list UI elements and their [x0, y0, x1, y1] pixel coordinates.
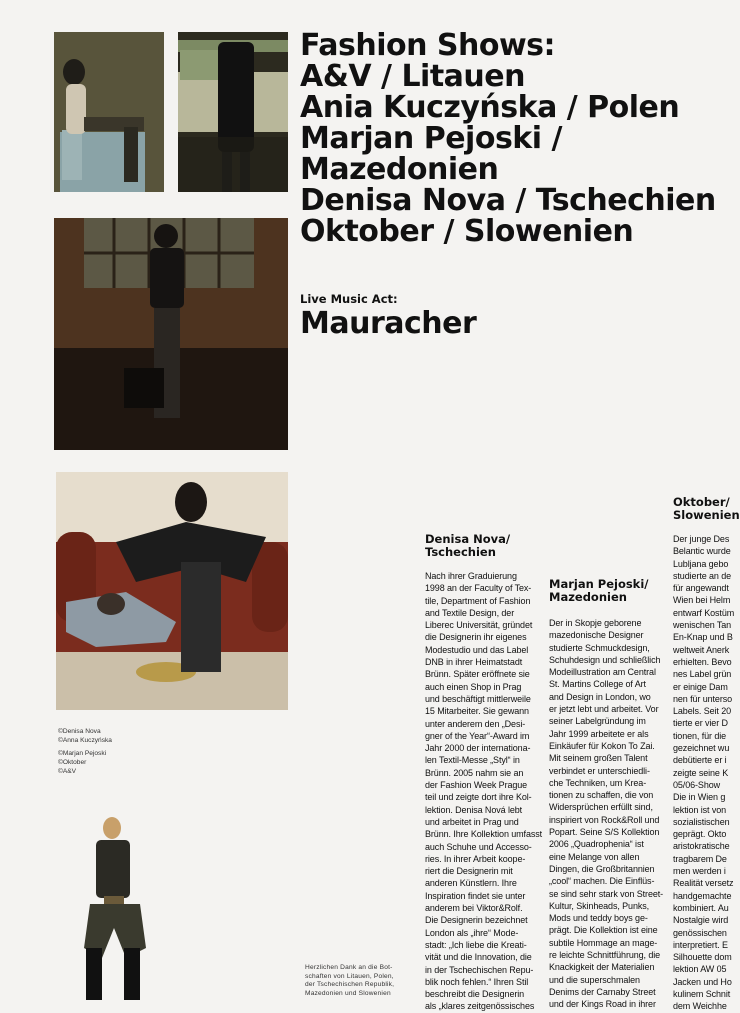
- oktober-heading: [673, 495, 740, 522]
- body-line: vität und die Innovation, die: [425, 952, 532, 963]
- body-line: Knackigkeit der Materialien: [549, 962, 655, 973]
- body-line: studierte an de: [673, 570, 732, 581]
- body-line: DNB in ihrer Heimatstadt: [425, 657, 523, 668]
- body-line: studierte Schmuckdesign,: [549, 642, 650, 653]
- body-line: weltweit Anerk: [673, 644, 730, 655]
- body-line: re leichte Schnittführung, die: [549, 950, 661, 961]
- thanks-line: der Tschechischen Republik,: [305, 981, 395, 988]
- body-line: lektion AW 05: [673, 964, 727, 975]
- thanks-line: Mazedonien und Slowenien: [305, 989, 391, 997]
- body-line: anderen Künstlern. Ihre: [425, 878, 517, 889]
- body-line: die Designerin ihr eigenes: [425, 632, 527, 643]
- headline-line: Denisa Nova / Tschechien: [300, 183, 716, 218]
- body-line: stadt: „Ich liebe die Kreati-: [425, 939, 527, 950]
- body-line: Der junge Des: [673, 534, 730, 544]
- body-line: Silhouette dom: [673, 952, 732, 963]
- body-line: nes Label grün: [673, 669, 732, 680]
- photo-credits: [58, 727, 112, 776]
- body-line: kombiniert. Au: [673, 902, 729, 913]
- photo-models-on-sofa: [56, 472, 288, 710]
- body-line: tionen, für die: [673, 730, 727, 741]
- thanks-line: Herzlichen Dank an die Bot-: [305, 964, 393, 971]
- body-line: Jahr 1999 arbeitete er als: [549, 728, 649, 739]
- credit-line: ©Marjan Pejoski: [58, 750, 107, 757]
- body-line: Die Designerin bezeichnet: [425, 915, 528, 926]
- body-line: kulinem Schnit: [673, 988, 731, 999]
- body-line: prägt. Die Kollektion ist eine: [549, 925, 658, 936]
- body-line: Kultur, Skinheads, Punks,: [549, 900, 650, 911]
- body-line: Labels. Seit 20: [673, 706, 732, 717]
- body-line: entwarf Kostüm: [673, 607, 735, 618]
- heading-line: Tschechien: [425, 545, 496, 559]
- body-line: verbindet er unterschiedli-: [549, 765, 650, 776]
- body-line: men werden i: [673, 866, 726, 877]
- body-line: teil und zeigte dort ihre Kol-: [425, 792, 532, 803]
- body-line: Nach ihrer Graduierung: [425, 571, 517, 581]
- body-line: riert die Designerin mit: [425, 866, 513, 877]
- body-line: unter anderem den „Desi-: [425, 718, 526, 729]
- body-line: dem Weichhe: [673, 1001, 727, 1012]
- headline-line: Oktober / Slowenien: [300, 214, 634, 249]
- heading-line: Denisa Nova/: [425, 532, 511, 546]
- photo-seated-model: [54, 32, 164, 192]
- body-line: Liberec Universität, gründet: [425, 620, 533, 631]
- body-line: sozialistischen: [673, 816, 730, 827]
- body-line: Denims der Carnaby Street: [549, 986, 656, 997]
- fashion-shows-headline: [300, 30, 728, 247]
- body-line: tierte er vier D: [673, 718, 728, 729]
- body-line: auch Schuhe und Accesso-: [425, 841, 532, 852]
- credit-line: ©Denisa Nova: [58, 728, 101, 735]
- body-line: and Design in London, wo: [549, 691, 651, 702]
- body-line: er einige Dam: [673, 681, 728, 692]
- body-line: Brünn. 2005 nahm sie an: [425, 767, 524, 778]
- body-line: Jahr 2000 der internationa-: [425, 743, 531, 754]
- body-line: genössischen: [673, 927, 727, 938]
- body-line: Der in Skopje geborene: [549, 618, 642, 628]
- photo-model-brick-wall: [54, 218, 288, 450]
- credit-line: ©Anna Kuczyńska: [58, 737, 112, 744]
- body-line: 2006 „Quadrophenia“ ist: [549, 839, 644, 850]
- body-line: Modeillustration am Central: [549, 667, 656, 678]
- body-line: zeigte seine K: [673, 767, 729, 778]
- body-line: lektion ist von: [673, 804, 727, 815]
- body-line: und beschäftigt mittlerweile: [425, 693, 531, 704]
- body-line: anderem bei Viktor&Rolf.: [425, 903, 523, 914]
- body-line: len Textil-Messe „Styl“ in: [425, 755, 520, 766]
- denisa-nova-heading: [425, 533, 510, 559]
- body-line: Brünn. Ihre Kollektion umfasst: [425, 829, 543, 840]
- body-line: Popart. Seine S/S Kollektion: [549, 827, 660, 838]
- body-line: wenischen Tan: [673, 620, 732, 631]
- body-line: gner of the Year“-Award im: [425, 730, 530, 741]
- body-line: erhielten. Bevo: [673, 656, 732, 667]
- body-line: and Textile Design, der: [425, 607, 515, 618]
- body-line: tionen zu schaffen, die von: [549, 790, 654, 801]
- body-line: che Techniken, um Krea-: [549, 777, 647, 788]
- body-line: Wien bei Helm: [673, 595, 731, 606]
- body-line: Nostalgie wird: [673, 915, 729, 926]
- credit-line: ©Oktober: [58, 759, 87, 766]
- body-line: geprägt. Okto: [673, 829, 727, 840]
- body-line: aristokratische: [673, 841, 730, 852]
- body-line: Modestudio und das Label: [425, 644, 529, 655]
- photo-model-standing: [76, 808, 166, 1000]
- credit-line: ©A&V: [58, 768, 77, 775]
- body-line: seiner Labelgründung im: [549, 716, 646, 727]
- body-line: für angewandt: [673, 583, 729, 594]
- body-line: der Fashion Week Prague: [425, 780, 528, 791]
- heading-line: Oktober/: [673, 495, 730, 509]
- body-line: auch einen Shop in Prag: [425, 681, 522, 692]
- body-line: En-Knap und B: [673, 632, 733, 643]
- body-line: lektion. Denisa Nová lebt: [425, 804, 523, 815]
- body-line: und der Kings Road in ihrer: [549, 999, 656, 1010]
- body-line: debütierte er i: [673, 755, 727, 766]
- body-line: blik noch fehlen.“ Ihren Stil: [425, 976, 529, 987]
- body-line: er jetzt lebt und arbeitet. Vor: [549, 704, 659, 715]
- body-line: mazedonische Designer: [549, 630, 644, 641]
- body-line: inspiriert von Rock&Roll und: [549, 814, 660, 825]
- body-line: und die superschmalen: [549, 974, 640, 985]
- heading-line: Slowenien: [673, 508, 740, 522]
- body-line: St. Martins College of Art: [549, 679, 646, 690]
- body-line: 05/06-Show: [673, 779, 721, 790]
- body-line: Jacken und Ho: [673, 976, 732, 987]
- heading-line: Mazedonien: [549, 590, 627, 604]
- body-line: tragbarem De: [673, 853, 727, 864]
- marjan-pejoski-body: [549, 617, 669, 1011]
- marjan-pejoski-heading: [549, 578, 648, 604]
- thanks-line: schaften von Litauen, Polen,: [305, 972, 394, 980]
- body-line: tile, Department of Fashion: [425, 595, 531, 606]
- denisa-nova-body: [425, 570, 543, 1013]
- body-line: London als „ihre“ Mode-: [425, 927, 519, 938]
- photo-standing-dark-figure: [178, 32, 288, 192]
- body-line: Lubljana gebo: [673, 558, 729, 569]
- headline-line: Fashion Shows:: [300, 28, 556, 63]
- body-line: Inspiration findet sie unter: [425, 890, 526, 901]
- body-line: als „klares zeitgenössisches: [425, 1001, 535, 1012]
- body-line: beschreibt die Designerin: [425, 989, 525, 1000]
- body-line: Dingen, die Großbritannien: [549, 863, 655, 874]
- body-line: eine Melange von allen: [549, 851, 640, 862]
- body-line: se sind sehr stark von Street-: [549, 888, 664, 899]
- body-line: Realität versetz: [673, 878, 734, 889]
- body-line: Einkäufer für Kokon To Zai.: [549, 740, 655, 751]
- body-line: „cool“ machen. Die Einflüs-: [549, 876, 655, 887]
- live-music-name: Mauracher: [300, 306, 477, 341]
- body-line: Mods und teddy boys ge-: [549, 913, 648, 924]
- body-line: Brünn. Später eröffnete sie: [425, 669, 530, 680]
- heading-line: Marjan Pejoski/: [549, 577, 649, 591]
- live-music-label: Live Music Act:: [300, 292, 398, 306]
- body-line: interpretiert. E: [673, 939, 728, 950]
- oktober-body: [673, 533, 735, 1013]
- body-line: 15 Mitarbeiter. Sie gewann: [425, 706, 529, 717]
- body-line: gezeichnet wu: [673, 743, 730, 754]
- headline-line: Ania Kuczyńska / Polen: [300, 90, 680, 125]
- body-line: handgemachte: [673, 890, 732, 901]
- body-line: Widersprüchen erfüllt sind,: [549, 802, 653, 813]
- body-line: und arbeitet in Prag und: [425, 816, 519, 827]
- body-line: 1998 an der Faculty of Tex-: [425, 583, 532, 594]
- body-line: in der Tschechischen Repu-: [425, 964, 534, 975]
- headline-line: Marjan Pejoski /: [300, 121, 562, 156]
- body-line: Belantic wurde: [673, 546, 731, 557]
- body-line: Mit seinem großen Talent: [549, 753, 648, 764]
- headline-line: A&V / Litauen: [300, 59, 525, 94]
- body-line: ries. In ihrer Arbeit koope-: [425, 853, 526, 864]
- body-line: subtile Hommage an mage-: [549, 937, 658, 948]
- headline-line: Mazedonien: [300, 152, 499, 187]
- body-line: nen für unterso: [673, 693, 733, 704]
- body-line: Die in Wien g: [673, 792, 726, 803]
- body-line: Schuhdesign und schließlich: [549, 654, 661, 665]
- thanks-note: [305, 964, 394, 998]
